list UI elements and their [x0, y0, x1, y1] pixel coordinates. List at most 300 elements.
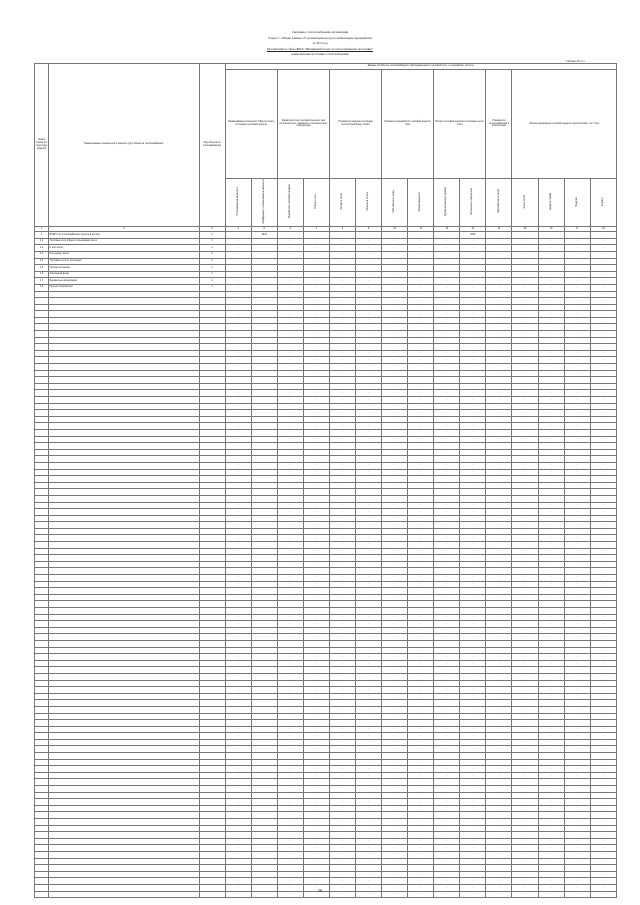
- value-cell: ..: [329, 278, 355, 285]
- value-cell: ..: [303, 291, 329, 298]
- value-cell: ..: [538, 627, 564, 634]
- row-code-cell: [199, 720, 225, 727]
- value-cell: ..: [225, 383, 251, 390]
- value-cell: ..: [564, 357, 590, 364]
- value-cell: ..: [251, 364, 277, 371]
- value-cell: ..: [329, 627, 355, 634]
- value-cell: ..: [356, 878, 382, 885]
- value-cell: ..: [486, 304, 512, 311]
- value-cell: ..: [329, 561, 355, 568]
- value-cell: ..: [538, 357, 564, 364]
- value-cell: ..: [486, 344, 512, 351]
- value-cell: ..: [225, 884, 251, 891]
- value-cell: ..: [329, 251, 355, 258]
- value-cell: ..: [538, 245, 564, 252]
- value-cell: ..: [382, 278, 408, 285]
- column-number: 1: [35, 226, 49, 232]
- document-header: [60, 30, 580, 58]
- value-cell: ..: [277, 515, 303, 522]
- value-cell: ..: [564, 370, 590, 377]
- row-number-cell: [35, 397, 49, 404]
- row-number-cell: [35, 832, 49, 839]
- value-cell: ..: [590, 561, 616, 568]
- value-cell: ..: [408, 693, 434, 700]
- value-cell: ..: [512, 476, 538, 483]
- table-row: [35, 370, 617, 377]
- table-row: [35, 739, 617, 746]
- row-code-cell: [199, 331, 225, 338]
- value-cell: ..: [251, 673, 277, 680]
- row-code-cell: [199, 825, 225, 832]
- table-row: [35, 819, 617, 826]
- row-code-cell: 1: [199, 232, 225, 239]
- value-cell: ..: [329, 891, 355, 898]
- value-cell: ..: [303, 753, 329, 760]
- value-cell: ..: [408, 667, 434, 674]
- value-cell: ..: [486, 687, 512, 694]
- value-cell: ..: [512, 726, 538, 733]
- value-cell: ..: [460, 515, 486, 522]
- value-cell: ..: [538, 575, 564, 582]
- row-code-cell: [199, 772, 225, 779]
- value-cell: ..: [277, 733, 303, 740]
- value-cell: ..: [329, 640, 355, 647]
- row-number-cell: 1.7: [35, 278, 49, 285]
- value-cell: ..: [251, 482, 277, 489]
- value-cell: ..: [486, 608, 512, 615]
- value-cell: ..: [356, 805, 382, 812]
- value-cell: ..: [590, 871, 616, 878]
- value-cell: ..: [564, 278, 590, 285]
- value-cell: ..: [277, 232, 303, 239]
- value-cell: ..: [512, 805, 538, 812]
- value-cell: ..: [408, 284, 434, 291]
- value-cell: ..: [486, 522, 512, 529]
- row-code-cell: 2: [199, 251, 225, 258]
- row-code-cell: 1: [199, 245, 225, 252]
- row-code-cell: [199, 568, 225, 575]
- value-cell: ..: [564, 772, 590, 779]
- value-cell: ..: [303, 713, 329, 720]
- value-cell: ..: [251, 621, 277, 628]
- value-cell: ..: [590, 706, 616, 713]
- value-cell: ..: [251, 601, 277, 608]
- value-cell: ..: [277, 865, 303, 872]
- row-number-cell: [35, 456, 49, 463]
- value-cell: ..: [408, 482, 434, 489]
- value-cell: ..: [460, 462, 486, 469]
- column-number: 16: [538, 226, 564, 232]
- value-cell: ..: [460, 660, 486, 667]
- value-cell: ..: [303, 278, 329, 285]
- row-number-cell: [35, 687, 49, 694]
- row-number-cell: [35, 627, 49, 634]
- value-cell: ..: [486, 317, 512, 324]
- value-cell: ..: [225, 469, 251, 476]
- value-cell: ..: [434, 337, 460, 344]
- row-number-cell: [35, 700, 49, 707]
- value-cell: ..: [225, 581, 251, 588]
- value-cell: ..: [408, 528, 434, 535]
- value-cell: ..: [356, 660, 382, 667]
- value-cell: ..: [225, 812, 251, 819]
- row-code-cell: [199, 390, 225, 397]
- value-cell: ..: [434, 449, 460, 456]
- value-cell: ..: [434, 660, 460, 667]
- row-number-cell: [35, 693, 49, 700]
- value-cell: ..: [564, 601, 590, 608]
- row-code-cell: [199, 871, 225, 878]
- value-cell: ..: [277, 476, 303, 483]
- value-cell: ..: [225, 693, 251, 700]
- value-cell: ..: [329, 733, 355, 740]
- table-row: [35, 753, 617, 760]
- column-number: 7: [303, 226, 329, 232]
- value-cell: ..: [408, 364, 434, 371]
- value-cell: ..: [460, 364, 486, 371]
- value-cell: ..: [408, 878, 434, 885]
- value-cell: ..: [303, 548, 329, 555]
- row-name-cell: [49, 449, 199, 456]
- value-cell: ..: [460, 575, 486, 582]
- value-cell: ..: [277, 588, 303, 595]
- row-name-cell: [49, 700, 199, 707]
- value-cell: ..: [251, 509, 277, 516]
- value-cell: ..: [356, 304, 382, 311]
- value-cell: ..: [303, 397, 329, 404]
- row-number-cell: [35, 482, 49, 489]
- value-cell: ..: [538, 364, 564, 371]
- value-cell: ..: [538, 502, 564, 509]
- col-header-a: Номер строки (по структуре) раздела: [35, 64, 49, 227]
- value-cell: ..: [460, 733, 486, 740]
- value-cell: ..: [225, 495, 251, 502]
- value-cell: ..: [486, 528, 512, 535]
- value-cell: ..: [329, 647, 355, 654]
- value-cell: ..: [382, 812, 408, 819]
- row-number-cell: [35, 779, 49, 786]
- value-cell: ..: [460, 634, 486, 641]
- value-cell: ..: [486, 680, 512, 687]
- value-cell: ..: [564, 647, 590, 654]
- value-cell: ..: [382, 522, 408, 529]
- value-cell: ..: [460, 291, 486, 298]
- value-cell: ..: [590, 350, 616, 357]
- col-header-c: Код объекта по классификатору: [199, 64, 225, 227]
- value-cell: ..: [329, 528, 355, 535]
- value-cell: ..: [251, 575, 277, 582]
- value-cell: ..: [225, 390, 251, 397]
- row-number-cell: [35, 667, 49, 674]
- value-cell: ..: [538, 654, 564, 661]
- value-cell: ..: [512, 469, 538, 476]
- value-cell: ..: [564, 851, 590, 858]
- value-cell: ..: [277, 482, 303, 489]
- value-cell: ..: [356, 542, 382, 549]
- table-row: [35, 416, 617, 423]
- value-cell: ..: [408, 390, 434, 397]
- value-cell: ..: [251, 766, 277, 773]
- value-cell: ..: [382, 739, 408, 746]
- value-cell: ..: [225, 370, 251, 377]
- value-cell: ..: [460, 383, 486, 390]
- value-cell: ..: [512, 291, 538, 298]
- value-cell: ..: [486, 509, 512, 516]
- value-cell: ..: [590, 575, 616, 582]
- table-row: [35, 403, 617, 410]
- table-row: [35, 542, 617, 549]
- value-cell: ..: [329, 284, 355, 291]
- table-row: [35, 581, 617, 588]
- value-cell: ..: [225, 608, 251, 615]
- row-code-cell: [199, 766, 225, 773]
- row-name-cell: [49, 647, 199, 654]
- value-cell: ..: [225, 838, 251, 845]
- value-cell: ..: [408, 456, 434, 463]
- value-cell: ..: [382, 245, 408, 252]
- value-cell: ..: [460, 845, 486, 852]
- header-line: Раздел 1. Общие данные об организации-ресурсоснабжающем предприятии: [268, 35, 372, 40]
- value-cell: ..: [225, 706, 251, 713]
- value-cell: ..: [512, 364, 538, 371]
- row-number-cell: [35, 581, 49, 588]
- value-cell: ..: [408, 337, 434, 344]
- value-cell: ..: [460, 245, 486, 252]
- table-row: [35, 766, 617, 773]
- sub-header-cell: [434, 179, 460, 227]
- value-cell: ..: [225, 673, 251, 680]
- value-cell: ..: [408, 891, 434, 898]
- value-cell: ..: [564, 766, 590, 773]
- table-row: [35, 561, 617, 568]
- row-number-cell: [35, 733, 49, 740]
- value-cell: ..: [538, 397, 564, 404]
- value-cell: ..: [512, 238, 538, 245]
- value-cell: ..: [382, 687, 408, 694]
- value-cell: ..: [251, 871, 277, 878]
- value-cell: ..: [408, 575, 434, 582]
- row-name-cell: [49, 311, 199, 318]
- value-cell: ..: [303, 799, 329, 806]
- row-number-cell: 1.2: [35, 245, 49, 252]
- value-cell: ..: [434, 251, 460, 258]
- value-cell: ..: [590, 640, 616, 647]
- value-cell: ..: [538, 640, 564, 647]
- value-cell: ..: [251, 693, 277, 700]
- value-cell: ..: [408, 251, 434, 258]
- value-cell: ..: [251, 469, 277, 476]
- value-cell: ..: [329, 476, 355, 483]
- row-number-cell: [35, 509, 49, 516]
- value-cell: ..: [329, 884, 355, 891]
- value-cell: ..: [486, 845, 512, 852]
- value-cell: ..: [251, 522, 277, 529]
- value-cell: ..: [277, 693, 303, 700]
- row-number-cell: [35, 601, 49, 608]
- row-number-cell: [35, 799, 49, 806]
- row-name-cell: [49, 871, 199, 878]
- row-name-cell: [49, 878, 199, 885]
- value-cell: ..: [538, 522, 564, 529]
- row-code-cell: [199, 706, 225, 713]
- value-cell: ..: [251, 858, 277, 865]
- value-cell: ..: [251, 350, 277, 357]
- value-cell: ..: [512, 575, 538, 582]
- table-row: [35, 410, 617, 417]
- value-cell: ..: [590, 720, 616, 727]
- value-cell: ..: [460, 370, 486, 377]
- row-code-cell: [199, 436, 225, 443]
- value-cell: ..: [277, 561, 303, 568]
- value-cell: ..: [564, 528, 590, 535]
- column-number: 3: [199, 226, 225, 232]
- value-cell: ..: [408, 331, 434, 338]
- value-cell: ..: [303, 838, 329, 845]
- row-number-cell: [35, 792, 49, 799]
- value-cell: ..: [251, 746, 277, 753]
- value-cell: ..: [277, 245, 303, 252]
- value-cell: ..: [356, 443, 382, 450]
- row-name-cell: [49, 739, 199, 746]
- value-cell: ..: [590, 317, 616, 324]
- value-cell: ..: [356, 278, 382, 285]
- value-cell: ..: [460, 825, 486, 832]
- value-cell: ..: [329, 462, 355, 469]
- value-cell: ..: [251, 786, 277, 793]
- value-cell: ..: [303, 726, 329, 733]
- value-cell: ..: [329, 515, 355, 522]
- value-cell: ..: [434, 640, 460, 647]
- value-cell: ..: [408, 495, 434, 502]
- value-cell: ..: [251, 819, 277, 826]
- table-row: [35, 390, 617, 397]
- value-cell: ..: [512, 245, 538, 252]
- value-cell: ..: [590, 825, 616, 832]
- value-cell: ..: [538, 528, 564, 535]
- value-cell: ..: [434, 555, 460, 562]
- row-code-cell: [199, 522, 225, 529]
- row-code-cell: [199, 317, 225, 324]
- value-cell: ..: [356, 700, 382, 707]
- value-cell: ..: [434, 581, 460, 588]
- value-cell: ..: [538, 660, 564, 667]
- value-cell: ..: [460, 469, 486, 476]
- value-cell: ..: [277, 390, 303, 397]
- value-cell: ..: [225, 311, 251, 318]
- value-cell: ..: [356, 825, 382, 832]
- row-code-cell: [199, 357, 225, 364]
- value-cell: ..: [408, 410, 434, 417]
- value-cell: ..: [382, 845, 408, 852]
- value-cell: ..: [329, 772, 355, 779]
- value-cell: ..: [590, 311, 616, 318]
- value-cell: ..: [564, 410, 590, 417]
- value-cell: ..: [434, 726, 460, 733]
- value-cell: ..: [251, 397, 277, 404]
- value-cell: ..: [356, 561, 382, 568]
- value-cell: ..: [329, 720, 355, 727]
- value-cell: ..: [303, 542, 329, 549]
- value-cell: ..: [225, 851, 251, 858]
- value-cell: ..: [590, 667, 616, 674]
- value-cell: ..: [486, 390, 512, 397]
- value-cell: ..: [329, 436, 355, 443]
- row-name-cell: Бюджетные организации: [49, 278, 199, 285]
- value-cell: ..: [303, 693, 329, 700]
- value-cell: ..: [382, 601, 408, 608]
- value-cell: ..: [408, 232, 434, 239]
- row-name-cell: [49, 548, 199, 555]
- row-code-cell: [199, 753, 225, 760]
- value-cell: ..: [225, 746, 251, 753]
- value-cell: ..: [303, 561, 329, 568]
- value-cell: ..: [486, 720, 512, 727]
- value-cell: ..: [329, 397, 355, 404]
- row-number-cell: [35, 851, 49, 858]
- row-code-cell: [199, 634, 225, 641]
- row-code-cell: [199, 482, 225, 489]
- value-cell: ..: [538, 489, 564, 496]
- table-row: [35, 555, 617, 562]
- value-cell: ..: [434, 344, 460, 351]
- value-cell: ..: [408, 812, 434, 819]
- value-cell: ..: [356, 779, 382, 786]
- value-cell: ..: [251, 403, 277, 410]
- value-cell: ..: [356, 429, 382, 436]
- table-row: [35, 265, 617, 272]
- value-cell: ..: [382, 819, 408, 826]
- value-cell: ..: [408, 838, 434, 845]
- row-code-cell: [199, 799, 225, 806]
- value-cell: ..: [486, 753, 512, 760]
- value-cell: ..: [329, 245, 355, 252]
- row-name-cell: [49, 502, 199, 509]
- value-cell: ..: [408, 608, 434, 615]
- value-cell: ..: [538, 858, 564, 865]
- value-cell: ..: [564, 423, 590, 430]
- value-cell: ..: [538, 614, 564, 621]
- row-number-cell: [35, 350, 49, 357]
- table-row: [35, 713, 617, 720]
- value-cell: ..: [564, 700, 590, 707]
- value-cell: ..: [303, 555, 329, 562]
- row-code-cell: [199, 673, 225, 680]
- row-code-cell: [199, 627, 225, 634]
- value-cell: ..: [512, 871, 538, 878]
- table-row: [35, 535, 617, 542]
- value-cell: ..: [512, 284, 538, 291]
- sub-header-label: Отпуск в сеть: [313, 193, 317, 209]
- value-cell: ..: [329, 706, 355, 713]
- value-cell: ..: [590, 423, 616, 430]
- value-cell: ..: [408, 245, 434, 252]
- value-cell: ..: [538, 647, 564, 654]
- value-cell: ..: [434, 429, 460, 436]
- value-cell: ..: [590, 476, 616, 483]
- table-row: [35, 568, 617, 575]
- value-cell: ..: [460, 673, 486, 680]
- row-code-cell: [199, 819, 225, 826]
- row-code-cell: [199, 443, 225, 450]
- value-cell: ..: [538, 324, 564, 331]
- value-cell: ..: [408, 311, 434, 318]
- row-number-cell: [35, 535, 49, 542]
- value-cell: ..: [225, 317, 251, 324]
- value-cell: ..: [251, 779, 277, 786]
- value-cell: ..: [303, 687, 329, 694]
- value-cell: ..: [225, 871, 251, 878]
- value-cell: ..: [434, 654, 460, 661]
